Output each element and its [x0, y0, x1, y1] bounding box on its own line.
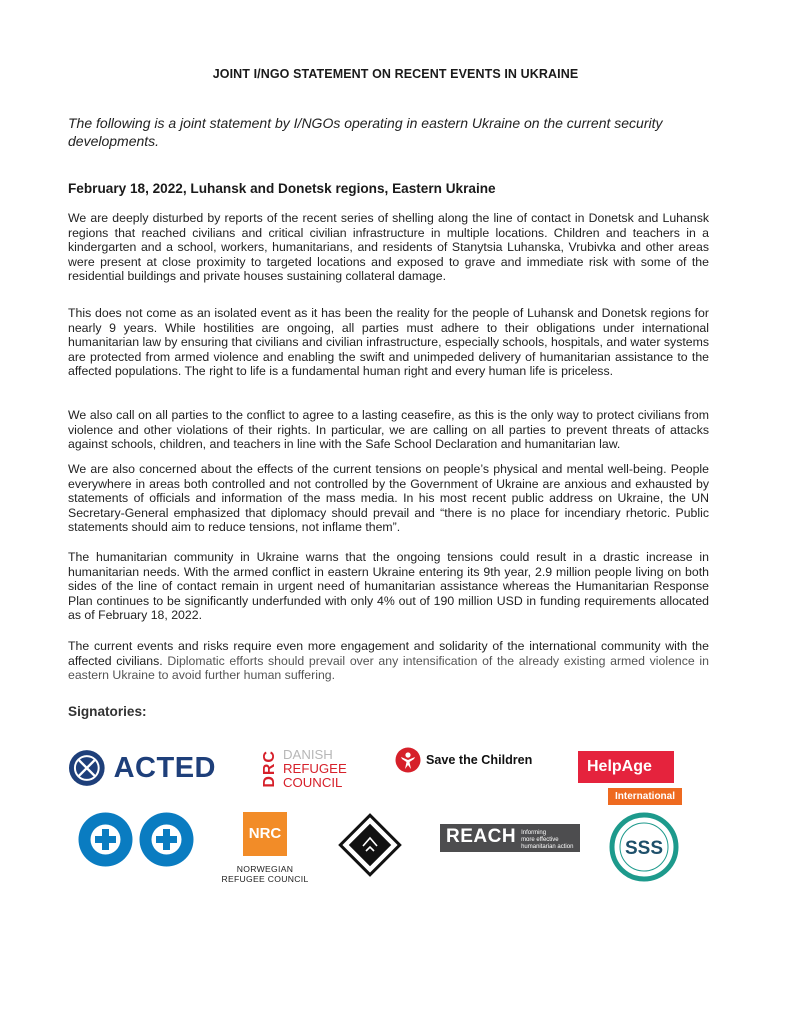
reach-tagline-1: Informing [521, 830, 547, 836]
paragraph-1: We are deeply disturbed by reports of the recent series of shelling along the line of contact in Donetsk and Luhansk regions that reached civilians and critical civilian infrastructure in multiple locations. Children and teachers in a kindergarten and a school, workers, humanitarians, and residents of Stanytsia Luhanska, Vrubivka and other areas were present at close proximity to targeted locations and exposed to grave and immediate risk with some of the residential buildings and private houses sustaining collateral damage. [68, 211, 709, 284]
sss-emblem-icon [609, 812, 679, 882]
reach-tagline-2: more effective [521, 837, 559, 843]
reach-logo [440, 824, 580, 852]
nrc-line-2: REFUGEE COUNCIL [221, 874, 309, 884]
intro-statement: The following is a joint statement by I/NGOs operating in eastern Ukraine on the current security developments. [68, 115, 663, 149]
reach-tagline [521, 824, 573, 852]
paragraph-4: We are also concerned about the effects of the current tensions on people’s physical and mental well-being. People everywhere in areas both controlled and not controlled by the Government of Ukraine are anxious and exhausted by statements of officials and information of the mass media. In his most recent public address on Ukraine, the UN Secretary-General emphasized that diplomacy should prevail and “there is no place for incendiary rhetoric. Public statements should aim to reduce tensions, not inflame them”. [68, 462, 709, 535]
drc-logo [262, 743, 370, 795]
sss-logo [609, 812, 679, 882]
signatories-heading: Signatories: [68, 704, 147, 719]
paragraph-6-part-1: The current events and risks require even more engagement and solidarity of the international community with the affected civilians. [68, 639, 709, 668]
people-in-need-logo [335, 810, 405, 880]
arzte-der-welt-emblem-icon [139, 812, 194, 867]
nrc-logo [220, 812, 310, 887]
sss-text: SSS [624, 838, 664, 859]
paragraph-3: We also call on all parties to the conflict to agree to a lasting ceasefire, as this is the only way to protect civilians from violence and other violations of their rights. In particular, we are calling on all parties to prevent threats of attacks against schools, children, and teachers in line with the Safe School Declaration and humanitarian law. [68, 408, 709, 452]
drc-line-3: COUNCIL [283, 775, 343, 790]
dateline-heading: February 18, 2022, Luhansk and Donetsk regions, Eastern Ukraine [68, 181, 496, 196]
save-the-children-wordmark: Save the Children [426, 753, 533, 767]
medicos-del-mundo-emblem-icon [78, 812, 133, 867]
paragraph-6-part-2: Diplomatic efforts should prevail over any intensification of the already existing armed violence in eastern Ukraine to avoid further human suffering. [68, 653, 709, 683]
helpage-wordmark: HelpAge [578, 751, 674, 783]
paragraph-6 [68, 639, 709, 683]
acted-emblem-icon [68, 749, 106, 787]
drc-name [283, 748, 347, 790]
nrc-line-1: NORWEGIAN [236, 864, 294, 874]
helpage-logo [578, 751, 678, 807]
drc-line-2: REFUGEE [283, 761, 347, 776]
nrc-name [220, 864, 310, 884]
paragraph-5: The humanitarian community in Ukraine warns that the ongoing tensions could result in a drastic increase in humanitarian needs. With the armed conflict in eastern Ukraine entering its 9th year, 2.9 million people living on both sides of the line of contact remain in urgent need of humanitarian assistance whereas the Humanitarian Response Plan continues to be significantly underfunded with only 4% out of 190 million USD in funding requirements allocated as of February 18, 2022. [68, 550, 709, 623]
reach-wordmark: REACH [446, 826, 517, 847]
acted-logo [68, 745, 216, 791]
save-the-children-emblem-icon [395, 747, 421, 773]
document-title: JOINT I/NGO STATEMENT ON RECENT EVENTS IN UKRAINE [212, 67, 579, 81]
nrc-box: NRC [243, 812, 287, 856]
acted-wordmark: ACTED [113, 751, 216, 784]
drc-line-1: DANISH [283, 747, 333, 762]
save-the-children-logo [395, 745, 545, 775]
reach-tagline-3: humanitarian action [521, 844, 574, 850]
helpage-subtitle: International [608, 788, 682, 805]
people-in-need-emblem-icon [335, 810, 405, 880]
paragraph-2: This does not come as an isolated event as it has been the reality for the people of Luhansk and Donetsk regions for nearly 9 years. While hostilities are ongoing, all parties must adhere to their obligations under international humanitarian law by ensuring that civilians and civilian infrastructure, especially schools, hospitals, and water systems are protected from armed violence and enabling the swift and unimpeded delivery of humanitarian assistance to the affected populations. The right to life is a fundamental human right and every human life is priceless. [68, 306, 709, 379]
drc-letters: DRC [261, 750, 278, 788]
medicos-del-mundo-logo [78, 812, 194, 868]
